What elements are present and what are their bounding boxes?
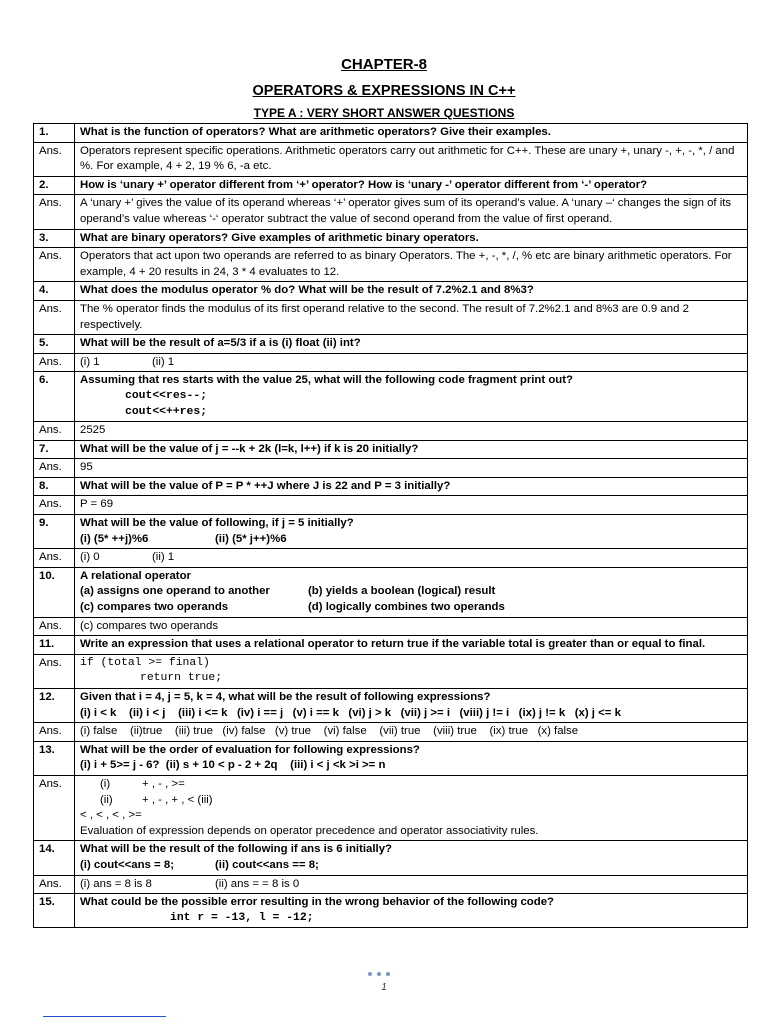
question-row (34, 515, 748, 549)
code-line: if (total >= final) (80, 656, 210, 669)
page-dots-ornament (368, 972, 390, 976)
answer-text: A ‘unary +’ gives the value of its operand whereas ‘+’ operator gives sum of its operand’s value. A ‘unary –‘ changes the sign of its operand’s value whereas ‘-‘ operator subtract the value of second operand from the value of first operand. (75, 195, 748, 229)
question-text: What will be the value of j = --k + 2k (l=k, l++) if k is 20 initially? (75, 440, 748, 459)
answer-text: Operators that act upon two operands are referred to as binary Operators. The +, -, *, /, % etc are binary arithmetic operators. For example, 4 + 20 results in 24, 3 * 4 evaluates to 12. (75, 248, 748, 282)
option-a: (a) assigns one operand to another (80, 585, 270, 598)
answer-row (34, 459, 748, 478)
answer-row (34, 875, 748, 894)
answer-row (34, 195, 748, 229)
question-row (34, 894, 748, 928)
question-text: What will be the order of evaluation for following expressions? (80, 743, 420, 756)
code-line: cout<<res--; (125, 389, 208, 402)
answer-label: (i) (100, 777, 111, 790)
question-row (34, 689, 748, 723)
answer-part: (ii) 1 (152, 355, 175, 368)
expression-part: (i) (5* ++j)%6 (80, 532, 149, 545)
answer-row (34, 353, 748, 372)
question-row (34, 741, 748, 775)
answer-cell (75, 549, 748, 568)
expression-part: (ii) cout<<ans == 8; (215, 858, 319, 871)
answer-part: (i) 0 (80, 551, 100, 564)
question-row (34, 124, 748, 143)
answer-cell (75, 353, 748, 372)
answer-part: < , < , < , >= (80, 809, 142, 822)
question-text: What will be the value of P = P * ++J where J is 22 and P = 3 initially? (75, 477, 748, 496)
answer-note: Evaluation of expression depends on operator precedence and operator associativity rules. (80, 824, 539, 837)
row-number: 12. (34, 689, 75, 723)
dot-icon (386, 972, 390, 976)
answer-part: (ii) 1 (152, 551, 175, 564)
row-number: Ans. (34, 459, 75, 478)
answer-row (34, 723, 748, 742)
answer-text: Operators represent specific operations. Arithmetic operators carry out arithmetic for C++. These are unary +, unary -, +, -, *, / and %. For example, 4 + 2, 19 % 6, -a etc. (75, 142, 748, 176)
row-number: Ans. (34, 617, 75, 636)
row-number: Ans. (34, 248, 75, 282)
question-text: A relational operator (80, 569, 191, 582)
question-row (34, 229, 748, 248)
question-text: What are binary operators? Give examples of arithmetic binary operators. (75, 229, 748, 248)
question-text: What will be the result of a=5/3 if a is (i) float (ii) int? (75, 335, 748, 354)
answer-cell (75, 875, 748, 894)
question-text: What will be the value of following, if j = 5 initially? (80, 517, 354, 530)
answer-row (34, 300, 748, 334)
row-number: Ans. (34, 496, 75, 515)
row-number: 1. (34, 124, 75, 143)
answer-cell (75, 775, 748, 840)
question-row (34, 477, 748, 496)
row-number: 5. (34, 335, 75, 354)
answer-row (34, 496, 748, 515)
row-number: 2. (34, 176, 75, 195)
answer-row (34, 142, 748, 176)
page-number: 1 (381, 982, 387, 993)
answer-cell (75, 654, 748, 688)
answer-text: 2525 (75, 422, 748, 441)
answer-part: (ii) ans = = 8 is 0 (215, 877, 300, 890)
dot-icon (368, 972, 372, 976)
document-title: OPERATORS & EXPRESSIONS IN C++ (252, 83, 516, 99)
answer-part: (i) ans = 8 is 8 (80, 877, 152, 890)
chapter-heading: CHAPTER-8 (341, 56, 427, 73)
row-number: Ans. (34, 300, 75, 334)
question-text: What could be the possible error resulting in the wrong behavior of the following code? (80, 896, 555, 909)
question-row (34, 841, 748, 875)
question-cell (75, 567, 748, 617)
row-number: 13. (34, 741, 75, 775)
answer-text: P = 69 (75, 496, 748, 515)
answer-row (34, 248, 748, 282)
row-number: 8. (34, 477, 75, 496)
expression-list: (i) i < k (ii) i < j (iii) i <= k (iv) i == j (v) i == k (vi) j > k (vii) j >= i (viii) j != i (ix) j != k (x) j <= k (80, 706, 621, 719)
section-subtitle: TYPE A : VERY SHORT ANSWER QUESTIONS (253, 106, 515, 120)
row-number: 11. (34, 636, 75, 655)
question-cell (75, 372, 748, 422)
answer-part: + , - , >= (142, 777, 185, 790)
question-row (34, 176, 748, 195)
row-number: 9. (34, 515, 75, 549)
row-number: 15. (34, 894, 75, 928)
dot-icon (377, 972, 381, 976)
answer-text: (i) false (ii)true (iii) true (iv) false (v) true (vi) false (vii) true (viii) true (ix) true (x) false (75, 723, 748, 742)
row-number: 10. (34, 567, 75, 617)
answer-part: + , - , + , < (iii) (142, 793, 213, 806)
row-number: Ans. (34, 875, 75, 894)
qa-table (33, 123, 748, 928)
question-row (34, 440, 748, 459)
option-c: (c) compares two operands (80, 601, 229, 614)
question-row (34, 282, 748, 301)
row-number: Ans. (34, 654, 75, 688)
row-number: Ans. (34, 195, 75, 229)
option-d: (d) logically combines two operands (308, 601, 505, 614)
question-row (34, 372, 748, 422)
answer-row (34, 617, 748, 636)
question-cell (75, 741, 748, 775)
question-text: Assuming that res starts with the value 25, what will the following code fragment print out? (80, 374, 574, 387)
footnote-separator (43, 1016, 166, 1017)
question-text: What is the function of operators? What are arithmetic operators? Give their examples. (75, 124, 748, 143)
answer-label: (ii) (100, 793, 113, 806)
question-row (34, 636, 748, 655)
row-number: Ans. (34, 353, 75, 372)
question-text: How is ‘unary +’ operator different from ‘+’ operator? How is ‘unary -’ operator different from ‘-’ operator? (75, 176, 748, 195)
question-text: Given that i = 4, j = 5, k = 4, what will be the result of following expressions? (80, 691, 491, 703)
answer-row (34, 422, 748, 441)
answer-row (34, 654, 748, 688)
question-cell (75, 894, 748, 928)
answer-text: The % operator finds the modulus of its first operand relative to the second. The result of 7.2%2.1 and 8%3 are 0.9 and 2 respectively. (75, 300, 748, 334)
row-number: 3. (34, 229, 75, 248)
answer-text: 95 (75, 459, 748, 478)
option-b: (b) yields a boolean (logical) result (308, 585, 496, 598)
answer-text: (c) compares two operands (75, 617, 748, 636)
question-cell (75, 689, 748, 723)
expression-part: (ii) (5* j++)%6 (215, 532, 287, 545)
row-number: Ans. (34, 723, 75, 742)
row-number: 4. (34, 282, 75, 301)
row-number: 7. (34, 440, 75, 459)
question-text: What will be the result of the following if ans is 6 initially? (80, 843, 393, 856)
question-cell (75, 841, 748, 875)
answer-row (34, 775, 748, 840)
question-row (34, 567, 748, 617)
question-cell (75, 515, 748, 549)
answer-row (34, 549, 748, 568)
row-number: 6. (34, 372, 75, 422)
code-line: return true; (140, 672, 223, 685)
row-number: Ans. (34, 422, 75, 441)
expression-part: (i) cout<<ans = 8; (80, 858, 175, 871)
question-text: Write an expression that uses a relational operator to return true if the variable total is greater than or equal to final. (75, 636, 748, 655)
code-line: int r = -13, l = -12; (170, 911, 314, 924)
row-number: 14. (34, 841, 75, 875)
row-number: Ans. (34, 549, 75, 568)
question-row (34, 335, 748, 354)
question-text: What does the modulus operator % do? What will be the result of 7.2%2.1 and 8%3? (75, 282, 748, 301)
code-line: cout<<++res; (125, 405, 208, 418)
answer-part: (i) 1 (80, 355, 100, 368)
expression-list: (i) i + 5>= j - 6? (ii) s + 10 < p - 2 + 2q (iii) i < j <k >i >= n (80, 759, 386, 772)
row-number: Ans. (34, 142, 75, 176)
row-number: Ans. (34, 775, 75, 840)
